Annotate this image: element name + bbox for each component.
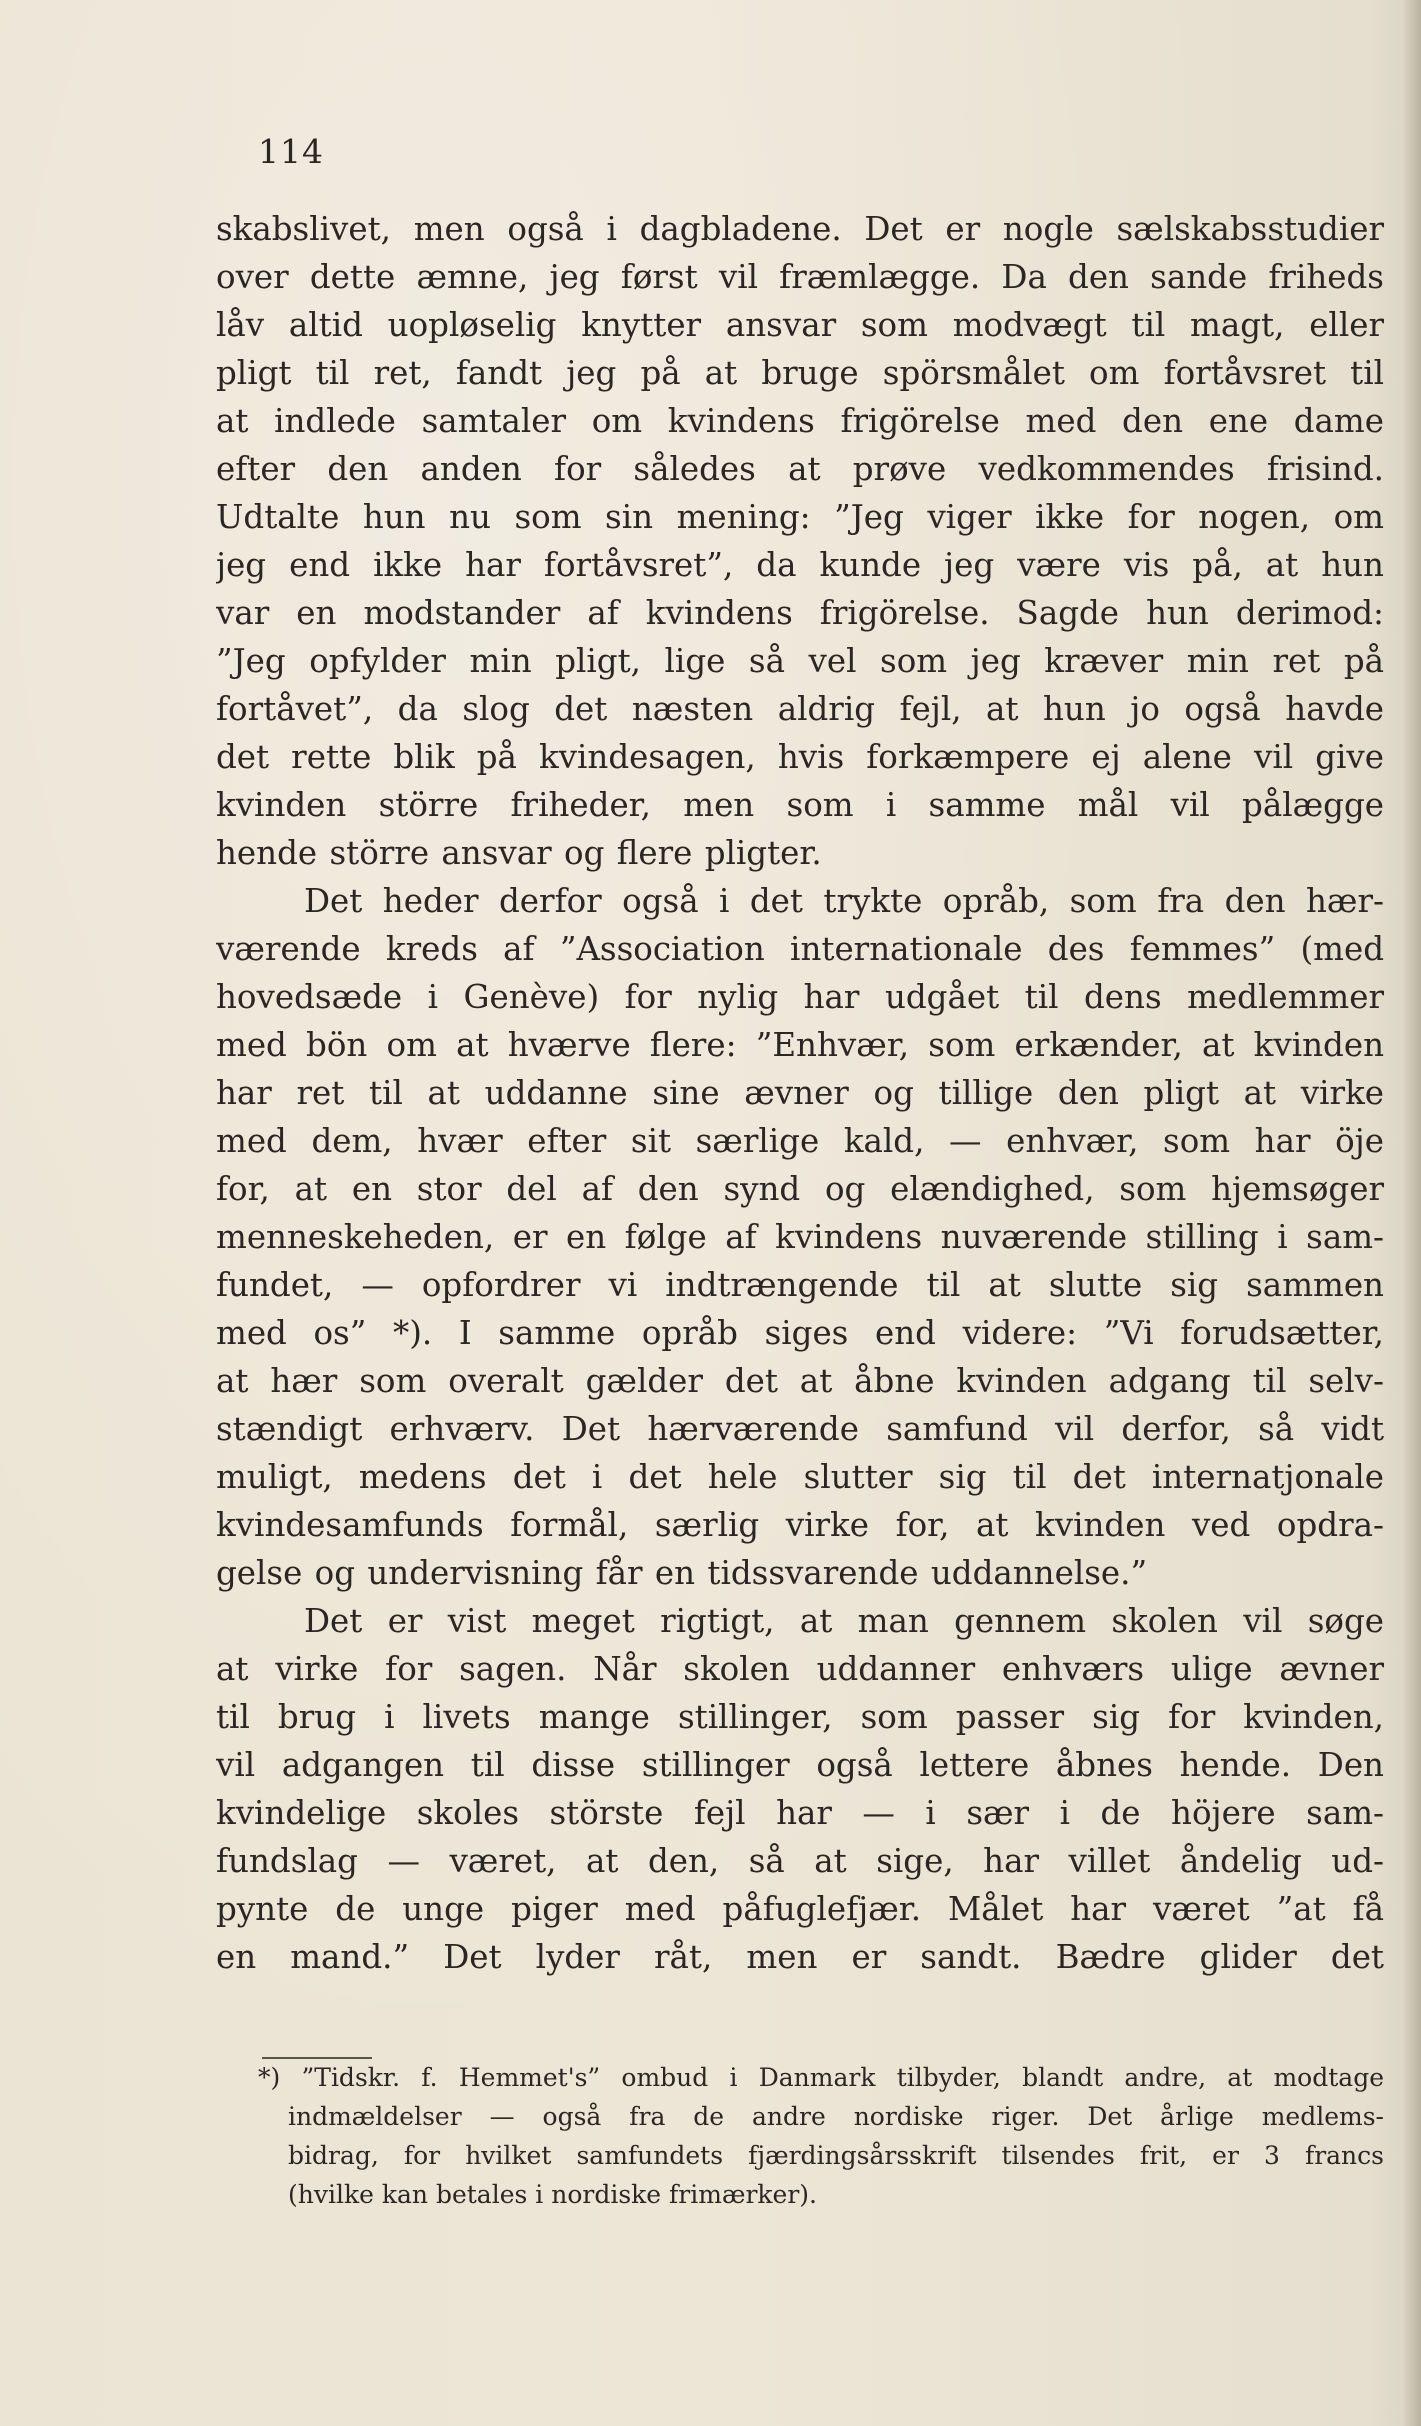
text-line: at virke for sagen. Når skolen uddanner enhværs ulige ævner <box>216 1650 1384 1688</box>
text-line: hende större ansvar og flere pligter. <box>216 834 822 872</box>
text-line: en mand.” Det lyder råt, men er sandt. Bædre glider det <box>216 1938 1384 1976</box>
text-line: med bön om at hværve flere: ”Enhvær, som erkænder, at kvinden <box>216 1026 1384 1064</box>
text-line: det rette blik på kvindesagen, hvis forkæmpere ej alene vil give <box>216 738 1384 776</box>
text-line: låv altid uopløselig knytter ansvar som modvægt til magt, eller <box>216 306 1384 344</box>
text-line: ”Jeg opfylder min pligt, lige så vel som jeg kræver min ret på <box>216 642 1384 680</box>
text-line: kvinden större friheder, men som i samme mål vil pålægge <box>216 786 1384 824</box>
text-line: vil adgangen til disse stillinger også lettere åbnes hende. Den <box>216 1746 1384 1784</box>
text-line: menneskeheden, er en følge af kvindens nuværende stilling i sam- <box>216 1218 1384 1256</box>
page-binding-shadow <box>1403 0 1421 2426</box>
text-line: Udtalte hun nu som sin mening: ”Jeg viger ikke for nogen, om <box>216 498 1384 536</box>
text-line: at hær som overalt gælder det at åbne kvinden adgang til selv- <box>216 1362 1384 1400</box>
text-line: fundet, — opfordrer vi indtrængende til at slutte sig sammen <box>216 1266 1384 1304</box>
text-line: værende kreds af ”Association internationale des femmes” (med <box>216 930 1384 968</box>
footnote <box>258 2058 1384 2214</box>
text-line: at indlede samtaler om kvindens frigörelse med den ene dame <box>216 402 1384 440</box>
text-line: muligt, medens det i det hele slutter sig til det internatjonale <box>216 1458 1384 1496</box>
text-line: fortåvet”, da slog det næsten aldrig fejl, at hun jo også havde <box>216 690 1384 728</box>
text-line: pligt til ret, fandt jeg på at bruge spörsmålet om fortåvsret til <box>216 354 1384 392</box>
text-line: kvindesamfunds formål, særlig virke for, at kvinden ved opdra- <box>216 1506 1384 1544</box>
text-line: har ret til at uddanne sine ævner og tillige den pligt at virke <box>216 1074 1384 1112</box>
footnote-line: indmældelser — også fra de andre nordiske riger. Det årlige medlems- <box>288 2102 1384 2131</box>
text-line: pynte de unge piger med påfuglefjær. Målet har været ”at få <box>216 1890 1384 1928</box>
footnote-line: (hvilke kan betales i nordiske frimærker). <box>288 2180 817 2209</box>
page-number: 114 <box>258 132 324 171</box>
text-line: var en modstander af kvindens frigörelse. Sagde hun derimod: <box>216 594 1384 632</box>
footnote-line: bidrag, for hvilket samfundets fjærdingsårsskrift tilsendes frit, er 3 francs <box>288 2141 1384 2170</box>
text-line: Det er vist meget rigtigt, at man gennem skolen vil søge <box>304 1602 1384 1640</box>
text-line: til brug i livets mange stillinger, som passer sig for kvinden, <box>216 1698 1384 1736</box>
text-line: jeg end ikke har fortåvsret”, da kunde jeg være vis på, at hun <box>216 546 1384 584</box>
text-line: over dette æmne, jeg først vil fræmlægge. Da den sande friheds <box>216 258 1384 296</box>
text-line: Det heder derfor også i det trykte opråb, som fra den hær- <box>304 882 1384 920</box>
text-line: stændigt erhværv. Det hærværende samfund vil derfor, så vidt <box>216 1410 1384 1448</box>
footnote-line: *) ”Tidskr. f. Hemmet's” ombud i Danmark tilbyder, blandt andre, at modtage <box>258 2063 1384 2092</box>
text-line: efter den anden for således at prøve vedkommendes frisind. <box>216 450 1384 488</box>
text-line: hovedsæde i Genève) for nylig har udgået til dens medlemmer <box>216 978 1384 1016</box>
text-line: med dem, hvær efter sit særlige kald, — enhvær, som har öje <box>216 1122 1384 1160</box>
text-line: kvindelige skoles störste fejl har — i sær i de höjere sam- <box>216 1794 1384 1832</box>
body-text <box>216 205 1384 1981</box>
text-line: skabslivet, men også i dagbladene. Det er nogle sælskabsstudier <box>216 210 1384 248</box>
text-line: for, at en stor del af den synd og elændighed, som hjemsøger <box>216 1170 1384 1208</box>
text-line: gelse og undervisning får en tidssvarende uddannelse.” <box>216 1554 1148 1592</box>
text-line: med os” *). I samme opråb siges end videre: ”Vi forudsætter, <box>216 1314 1384 1352</box>
text-line: fundslag — været, at den, så at sige, har villet åndelig ud- <box>216 1842 1384 1880</box>
